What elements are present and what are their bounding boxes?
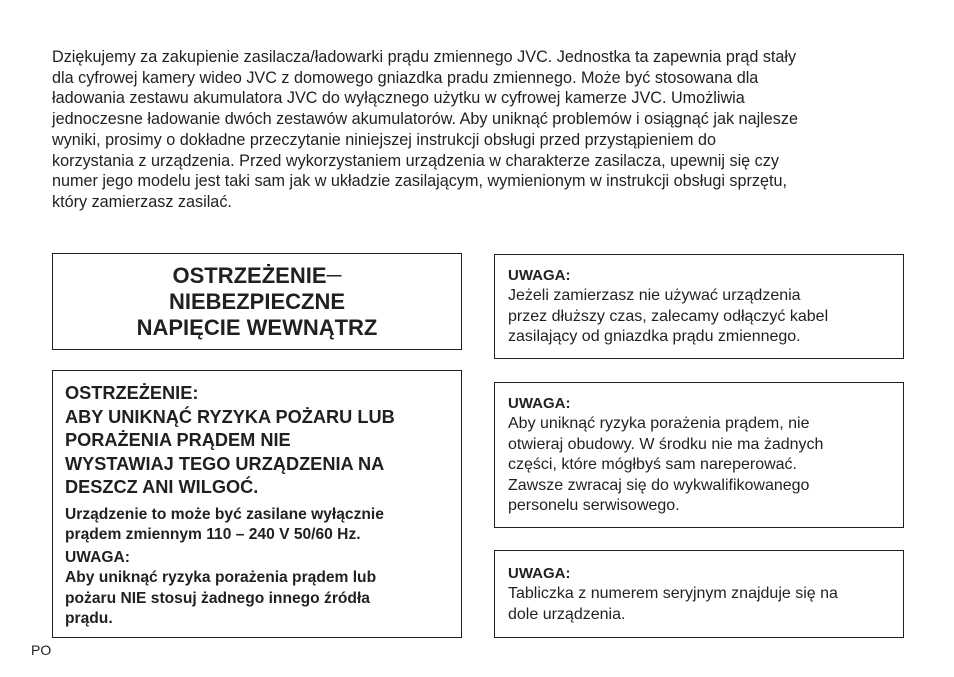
warning-caution-title: UWAGA: bbox=[65, 548, 130, 566]
caution-box-serial-number bbox=[494, 550, 904, 638]
warning-body-line: DESZCZ ANI WILGOĆ. bbox=[65, 477, 259, 497]
warning-body-line: ABY UNIKNĄĆ RYZYKA POŻARU LUB bbox=[65, 406, 395, 427]
caution-line: Jeżeli zamierzasz nie używać urządzenia bbox=[508, 287, 801, 304]
intro-line: jednoczesne ładowanie dwóch zestawów akumulatorów. Aby uniknąć problemów i osiągnąć jak najlesze bbox=[52, 110, 798, 129]
warning-body-line: WYSTAWIAJ TEGO URZĄDZENIA NA bbox=[65, 453, 385, 474]
high-voltage-line1: OSTRZEŻENIE bbox=[172, 263, 327, 288]
caution-line: Zawsze zwracaj się do wykwalifikowanego bbox=[508, 476, 810, 494]
intro-paragraph bbox=[52, 47, 912, 213]
intro-line: ładowania zestawu akumulatora JVC do wyłącznego użytku w cyfrowej kamerze JVC. Umożliwia bbox=[52, 89, 745, 108]
caution-line: przez dłuższy czas, zalecamy odłączyć kabel bbox=[508, 307, 829, 325]
intro-line: wyniki, prosimy o dokładne przeczytanie niniejszej instrukcji obsługi przed przystąpieniem do bbox=[52, 130, 716, 149]
intro-line: dla cyfrowej kamery wideo JVC z domowego gniazdka pradu zmiennego. Może być stosowana dla bbox=[52, 68, 759, 87]
caution-line: otwieraj obudowy. W środku nie ma żadnych bbox=[508, 435, 824, 453]
caution-title: UWAGA: bbox=[508, 565, 571, 582]
caution-line: dole urządzenia. bbox=[508, 605, 626, 623]
high-voltage-dash: — bbox=[326, 267, 342, 284]
power-line: prądem zmiennym 110 – 240 V 50/60 Hz. bbox=[65, 526, 361, 543]
caution-title: UWAGA: bbox=[508, 395, 571, 412]
caution-box-do-not-open bbox=[494, 382, 904, 528]
intro-line: numer jego modelu jest taki sam jak w układzie zasilającym, wymienionym w instrukcji obsługi sprzętu, bbox=[52, 172, 788, 191]
high-voltage-warning-box bbox=[52, 253, 462, 350]
intro-line: który zamierzasz zasilać. bbox=[52, 192, 232, 211]
warning-caution-line: pożaru NIE stosuj żadnego innego źródła bbox=[65, 589, 370, 607]
caution-line: personelu serwisowego. bbox=[508, 497, 680, 515]
warning-caution-line: Aby uniknąć ryzyka porażenia prądem lub bbox=[65, 569, 377, 586]
caution-line: Aby uniknąć ryzyka porażenia prądem, nie bbox=[508, 415, 810, 432]
high-voltage-line3: NAPIĘCIE WEWNĄTRZ bbox=[136, 315, 378, 340]
caution-body bbox=[508, 286, 891, 348]
warning-body-line: PORAŻENIA PRĄDEM NIE bbox=[65, 430, 291, 450]
warning-body bbox=[65, 406, 449, 500]
caution-line: zasilający od gniazdka prądu zmiennego. bbox=[508, 328, 801, 346]
caution-body bbox=[508, 584, 891, 625]
page-language-label: PO bbox=[31, 642, 52, 658]
warning-title: OSTRZEŻENIE: bbox=[65, 383, 199, 403]
fire-shock-warning-box bbox=[52, 370, 462, 638]
power-line: Urządzenie to może być zasilane wyłącznie bbox=[65, 505, 384, 523]
caution-line: części, które mógłbyś sam nareperować. bbox=[508, 456, 797, 474]
power-requirement bbox=[65, 505, 449, 630]
warning-caution-line: prądu. bbox=[65, 610, 113, 627]
high-voltage-line2: NIEBEZPIECZNE bbox=[168, 289, 346, 314]
caution-box-unplug bbox=[494, 254, 904, 359]
intro-line: korzystania z urządzenia. Przed wykorzystaniem urządzenia w charakterze zasilacza, upewnij się czy bbox=[52, 151, 779, 170]
caution-line: Tabliczka z numerem seryjnym znajduje się na bbox=[508, 585, 838, 602]
caution-body bbox=[508, 414, 891, 517]
high-voltage-title bbox=[53, 263, 461, 289]
intro-line: Dziękujemy za zakupienie zasilacza/ładowarki prądu zmiennego JVC. Jednostka ta zapewnia prąd stały bbox=[52, 48, 797, 66]
caution-title: UWAGA: bbox=[508, 267, 571, 284]
